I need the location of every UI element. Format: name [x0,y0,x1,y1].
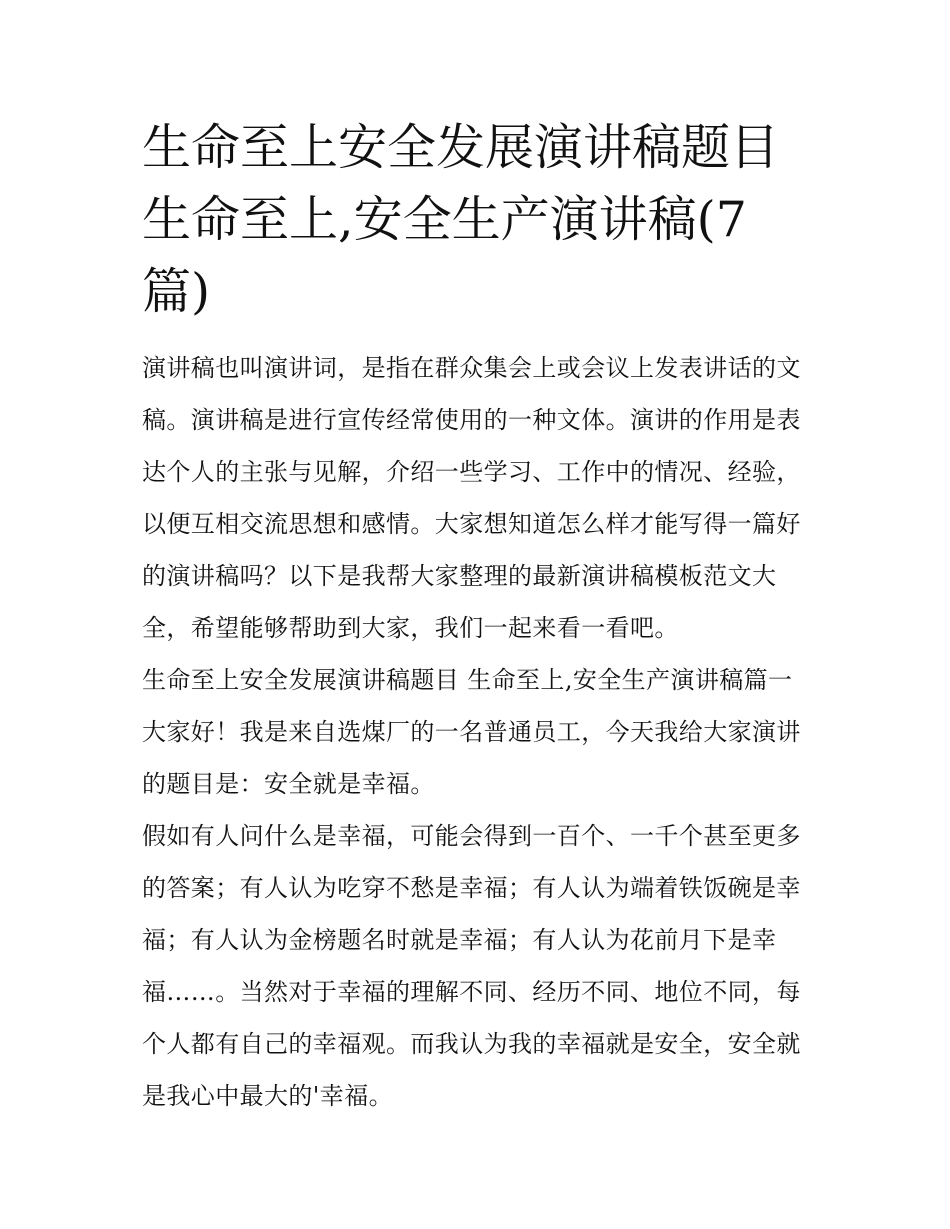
intro-line: 稿。演讲稿是进行宣传经常使用的一种文体。演讲的作用是表 [142,406,801,434]
intro-line: 全，希望能够帮助到大家，我们一起来看一看吧。 [142,614,679,642]
body-line: 福……。当然对于幸福的理解不同、经历不同、地位不同，每 [142,978,801,1006]
title-line: 生命至上,安全生产演讲稿(7 [142,191,747,248]
body-line: 的答案；有人认为吃穿不愁是幸福；有人认为端着铁饭碗是幸 [142,874,801,902]
greeting-line: 大家好！我是来自选煤厂的一名普通员工，今天我给大家演讲 [142,718,801,746]
document-title [142,112,814,328]
title-line: 篇) [142,263,211,320]
greeting-line: 的题目是：安全就是幸福。 [142,770,435,798]
title-line: 生命至上安全发展演讲稿题目 [142,119,780,176]
intro-line: 的演讲稿吗？以下是我帮大家整理的最新演讲稿模板范文大 [142,562,777,590]
body-line: 是我心中最大的'幸福。 [142,1082,393,1110]
intro-line: 以便互相交流思想和感情。大家想知道怎么样才能写得一篇好 [142,510,801,538]
body-line: 福；有人认为金榜题名时就是幸福；有人认为花前月下是幸 [142,926,777,954]
section-heading: 生命至上安全发展演讲稿题目 生命至上,安全生产演讲稿篇一 [142,666,793,694]
document-body [142,342,814,1122]
intro-line: 演讲稿也叫演讲词，是指在群众集会上或会议上发表讲话的文 [142,354,801,382]
body-line: 个人都有自己的幸福观。而我认为我的幸福就是安全，安全就 [142,1030,801,1058]
document-page [142,112,814,1122]
intro-line: 达个人的主张与见解，介绍一些学习、工作中的情况、经验， [142,458,801,486]
body-line: 假如有人问什么是幸福，可能会得到一百个、一千个甚至更多 [142,822,801,850]
